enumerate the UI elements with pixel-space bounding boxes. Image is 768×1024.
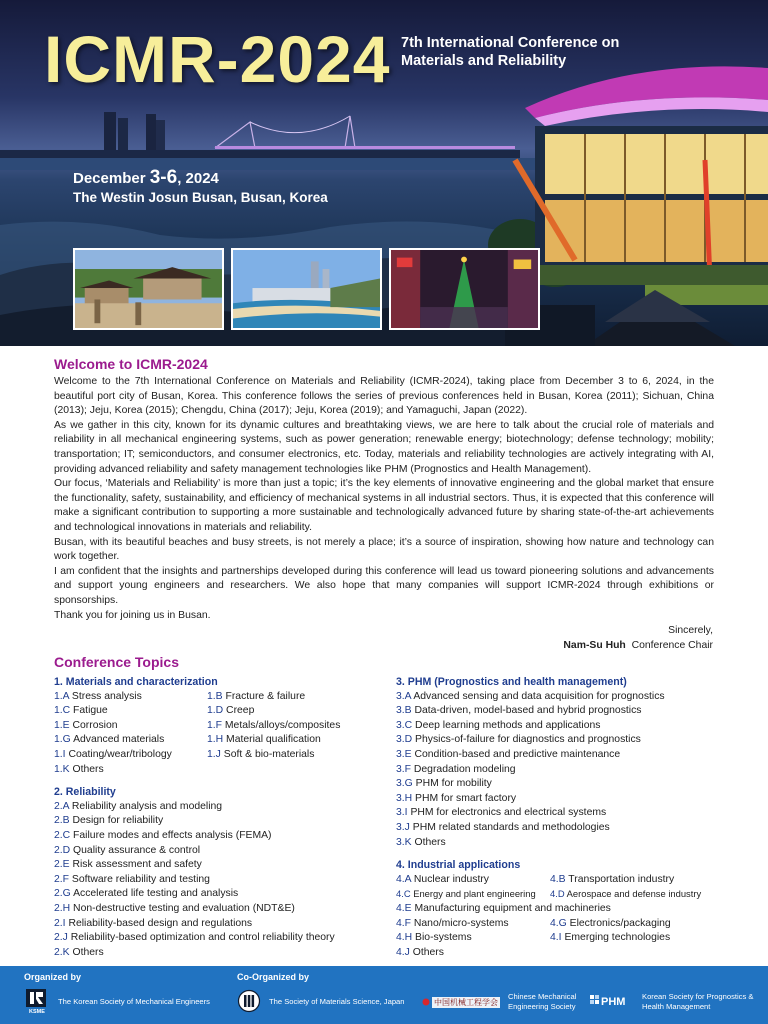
topic-item	[396, 836, 736, 851]
topic-code: 3.I	[396, 807, 408, 819]
topic-item	[207, 719, 367, 734]
topic-code: 4.E	[396, 902, 412, 914]
coorganizer-name-line: Engineering Society	[508, 1002, 576, 1011]
topic-code: 4.D	[550, 888, 565, 900]
topic-code: 3.H	[396, 792, 413, 804]
topic-text: Degradation modeling	[411, 763, 516, 775]
topic-text: Data-driven, model-based and hybrid prognostics	[411, 705, 642, 717]
topic-item	[54, 887, 374, 902]
topic-text: Creep	[223, 705, 255, 717]
topic-text: Soft & bio-materials	[220, 748, 315, 760]
organized-by-label: Organized by	[24, 972, 82, 982]
topic-text: Non-destructive testing and evaluation (NDT&E)	[70, 902, 295, 914]
topic-item	[54, 719, 207, 734]
topic-item	[54, 704, 207, 719]
topic-item	[550, 917, 736, 932]
topic-code: 1.I	[54, 748, 66, 760]
organizers-footer	[0, 966, 768, 1024]
date-days: 3-6	[149, 167, 178, 188]
coorganized-by-label: Co-Organized by	[237, 972, 310, 982]
topic-item	[396, 887, 550, 902]
topic-text: Corrosion	[69, 719, 118, 731]
topic-text: Electronics/packaging	[566, 917, 671, 929]
topic-code: 4.I	[550, 932, 562, 944]
topic-code: 3.A	[396, 690, 412, 702]
organizer-ksme	[24, 988, 210, 1016]
topic-text: Emerging technologies	[561, 932, 671, 944]
topic-item	[54, 858, 374, 873]
nurimaru-building-illustration	[505, 60, 768, 346]
topic-text: Energy and plant engineering	[410, 888, 536, 900]
topic-text: Advanced sensing and data acquisition for prognostics	[411, 690, 665, 702]
topic-text: Stress analysis	[69, 690, 142, 702]
subtitle-line: 7th International Conference on	[401, 35, 620, 51]
topic-text: Transportation industry	[565, 873, 675, 885]
topic-item	[550, 873, 736, 888]
topic-text: Aerospace and defense industry	[564, 888, 702, 900]
temple-photo	[73, 248, 224, 330]
topic-code: 2.C	[54, 829, 71, 841]
topic-item	[54, 946, 374, 961]
topic-item	[54, 873, 374, 888]
topic-code: 1.F	[207, 719, 223, 731]
topic-item	[207, 748, 367, 763]
topic-group-title: 3. PHM (Prognostics and health management)	[396, 676, 627, 688]
topic-code: 3.B	[396, 705, 412, 717]
topic-item	[54, 917, 374, 932]
topic-code: 1.G	[54, 734, 71, 746]
topic-text: Risk assessment and safety	[69, 859, 202, 871]
conference-subtitle	[401, 34, 641, 70]
topic-code: 3.J	[396, 821, 410, 833]
topic-group-materials	[54, 675, 374, 777]
topic-code: 1.J	[207, 748, 221, 760]
topic-item	[54, 800, 374, 815]
topic-code: 4.C	[396, 888, 411, 900]
welcome-paragraph: I am confident that the insights and partnerships developed during this conference will lead us toward pioneering solutions and advancements and support young engineers and researchers. We also hope that many companies will support ICMR-2024 through exhibitions or sponsorships.	[54, 565, 714, 606]
topic-item	[207, 704, 367, 719]
topic-text: Others	[69, 763, 104, 775]
ksme-logo-text: KSME	[29, 1009, 45, 1014]
topic-text: Nuclear industry	[411, 873, 489, 885]
hero-banner	[0, 0, 768, 346]
topic-item	[396, 873, 550, 888]
topic-text: Bio-systems	[412, 932, 472, 944]
cmes-logo-icon	[422, 997, 500, 1008]
topics-heading: Conference Topics	[54, 654, 179, 670]
topic-text: Others	[69, 946, 104, 958]
topic-text: Software reliability and testing	[69, 873, 210, 885]
topic-text: Nano/micro-systems	[411, 917, 509, 929]
topic-text: Failure modes and effects analysis (FEMA)	[70, 829, 272, 841]
ksme-logo-icon	[24, 988, 50, 1016]
topic-code: 1.B	[207, 690, 223, 702]
conference-title: ICMR-2024	[44, 22, 391, 96]
signer-role: Conference Chair	[631, 639, 713, 651]
topic-text: Accelerated life testing and analysis	[70, 888, 239, 900]
conference-venue: The Westin Josun Busan, Busan, Korea	[73, 190, 328, 205]
topic-item	[396, 946, 736, 961]
topic-text: Material qualification	[223, 734, 321, 746]
cmes-logo-text: 中国机械工程学会	[434, 997, 498, 1007]
topic-code: 2.I	[54, 917, 66, 929]
topic-code: 2.G	[54, 888, 71, 900]
topic-item	[396, 821, 736, 836]
topic-item	[396, 733, 736, 748]
topic-text: Manufacturing equipment and machineries	[411, 902, 611, 914]
topic-text: Design for reliability	[69, 815, 164, 827]
topic-text: PHM for mobility	[412, 778, 492, 790]
topic-code: 4.H	[396, 932, 413, 944]
topic-item	[54, 690, 207, 705]
topic-item	[396, 704, 736, 719]
topic-item	[396, 917, 550, 932]
topic-item	[54, 931, 374, 946]
welcome-paragraph: Thank you for joining us in Busan.	[54, 609, 211, 621]
topic-code: 1.E	[54, 719, 70, 731]
coorganizer-name-line: Chinese Mechanical	[508, 992, 577, 1001]
topic-item	[396, 719, 736, 734]
topic-item	[54, 844, 374, 859]
welcome-paragraph: Our focus, ‘Materials and Reliability’ is more than just a topic; it’s the key elements of innovative engineering and the global market that ensure the functionality, safety, sustainability, and efficiency of mechanical systems in all industrial sectors. Thus, it is expected that this conference will make a significant contribution to supporting a more sustainable and technologically advanced future by sharing state-of-the-art achievements and technological innovations in materials and reliability.	[54, 478, 714, 533]
date-suffix: , 2024	[177, 170, 219, 187]
topic-text: Reliability analysis and modeling	[69, 800, 223, 812]
phm-logo-icon	[590, 991, 634, 1013]
topic-text: Condition-based and predictive maintenance	[411, 748, 621, 760]
topic-code: 1.K	[54, 763, 70, 775]
topic-text: Reliability-based optimization and control reliability theory	[67, 932, 335, 944]
topic-group-phm	[396, 675, 736, 850]
coorganizer-jsms	[237, 988, 405, 1016]
topic-item	[207, 690, 367, 705]
topic-group-title: 4. Industrial applications	[396, 859, 521, 872]
topic-item	[396, 748, 736, 763]
topic-group-reliability	[54, 785, 374, 960]
date-prefix: December	[73, 170, 150, 187]
welcome-paragraph: As we gather in this city, known for its dynamic cultures and breathtaking views, we are here to talk about the crucial role of materials and reliability in all mechanical engineering systems, such as power generation; renewable energy; biotechnology; defense technology; mobility; transportation; IT; semiconductors, and consumer electronics, etc. Today, materials and reliability technologies are actively integrating with AI, providing advanced reliability and safety management technologies like PHM (Prognostics and Health Management).	[54, 419, 714, 475]
topic-item	[396, 902, 736, 917]
topic-code: 4.G	[550, 917, 567, 929]
topic-item	[54, 829, 374, 844]
topic-item	[396, 792, 736, 807]
phm-logo-text: PHM	[601, 996, 626, 1008]
topic-code: 3.K	[396, 836, 412, 848]
topic-code: 4.J	[396, 946, 410, 958]
topic-text: PHM related standards and methodologies	[409, 821, 610, 833]
topic-code: 2.F	[54, 873, 70, 885]
topic-text: Physics-of-failure for diagnostics and prognostics	[412, 734, 641, 746]
topic-text: Quality assurance & control	[70, 844, 201, 856]
topic-item	[396, 806, 736, 821]
topic-code: 4.F	[396, 917, 412, 929]
topic-item	[396, 763, 736, 778]
topic-code: 1.H	[207, 734, 224, 746]
coorganizer-kSPHM	[590, 988, 753, 1016]
topic-text: Others	[409, 946, 444, 958]
welcome-heading: Welcome to ICMR-2024	[54, 356, 208, 372]
welcome-section	[54, 356, 714, 623]
topics-column-right	[396, 675, 736, 968]
closing: Sincerely,	[668, 625, 713, 636]
topic-code: 3.D	[396, 734, 413, 746]
topic-code: 2.H	[54, 902, 71, 914]
signature-block	[54, 624, 713, 653]
welcome-paragraph: Welcome to the 7th International Conference on Materials and Reliability (ICMR-2024), taking place from December 3 to 6, 2024, in the beautiful port city of Busan, Korea. This conference follows the series of previous conferences held in Busan, Korea (2011); Sichuan, China (2013); Jeju, Korea (2015); Chengdu, China (2017); Jeju, Korea (2019); and Yamaguchi, Japan (2022).	[54, 376, 714, 417]
topic-text: Coating/wear/tribology	[65, 748, 172, 760]
topic-text: Reliability-based design and regulations	[65, 917, 253, 929]
topic-text: Deep learning methods and applications	[412, 719, 601, 731]
topic-code: 3.E	[396, 748, 412, 760]
topic-text: Fracture & failure	[222, 690, 306, 702]
topic-code: 4.A	[396, 873, 412, 885]
organizer-name: The Korean Society of Mechanical Engineers	[58, 997, 210, 1006]
topic-item	[54, 814, 374, 829]
subtitle-line: Materials and Reliability	[401, 53, 567, 69]
welcome-paragraph: Busan, with its beautiful beaches and busy streets, is not merely a place; it’s a source of inspiration, showing how nature and technology can work together.	[54, 536, 714, 563]
topic-item	[54, 763, 207, 778]
topic-text: PHM for electronics and electrical systems	[407, 807, 607, 819]
topic-code: 2.A	[54, 800, 70, 812]
jsms-logo-icon	[237, 989, 261, 1015]
topic-text: Metals/alloys/composites	[222, 719, 341, 731]
topic-code: 1.C	[54, 705, 71, 717]
topic-code: 3.F	[396, 763, 412, 775]
coorganizer-name-line: Health Management	[642, 1002, 711, 1011]
topic-item	[396, 931, 550, 946]
topic-item	[396, 777, 736, 792]
topic-code: 3.C	[396, 719, 413, 731]
coorganizer-name: The Society of Materials Science, Japan	[269, 997, 405, 1006]
topic-item	[207, 733, 367, 748]
topic-item	[54, 733, 207, 748]
topic-text: Advanced materials	[70, 734, 165, 746]
coorganizer-name-line: Korean Society for Prognostics &	[642, 992, 754, 1001]
topic-code: 3.G	[396, 778, 413, 790]
coorganizer-name	[508, 992, 576, 1012]
topic-text: Fatigue	[70, 705, 108, 717]
coorganizer-name	[642, 992, 753, 1012]
topic-code: 4.B	[550, 873, 566, 885]
topic-text: PHM for smart factory	[412, 792, 517, 804]
topic-code: 2.D	[54, 844, 71, 856]
topic-item	[396, 690, 736, 705]
street-festival-photo	[389, 248, 540, 330]
topic-item	[54, 902, 374, 917]
topic-group-title: 2. Reliability	[54, 786, 116, 799]
topic-code: 1.D	[207, 705, 224, 717]
topic-item	[550, 931, 736, 946]
topic-code: 2.K	[54, 946, 70, 958]
topics-column-left	[54, 675, 374, 968]
topic-code: 2.B	[54, 815, 70, 827]
topic-group-industrial	[396, 858, 736, 960]
signer-name: Nam-Su Huh	[563, 639, 626, 651]
beach-photo	[231, 248, 382, 330]
topic-text: Others	[411, 836, 446, 848]
topic-item	[550, 887, 736, 902]
topic-item	[54, 748, 207, 763]
coorganizer-cmes	[422, 988, 576, 1016]
topic-code: 2.E	[54, 859, 70, 871]
signer	[54, 639, 713, 654]
conference-date	[73, 166, 219, 191]
topic-code: 2.J	[54, 932, 68, 944]
topic-code: 1.A	[54, 690, 70, 702]
topic-group-title: 1. Materials and characterization	[54, 676, 218, 688]
